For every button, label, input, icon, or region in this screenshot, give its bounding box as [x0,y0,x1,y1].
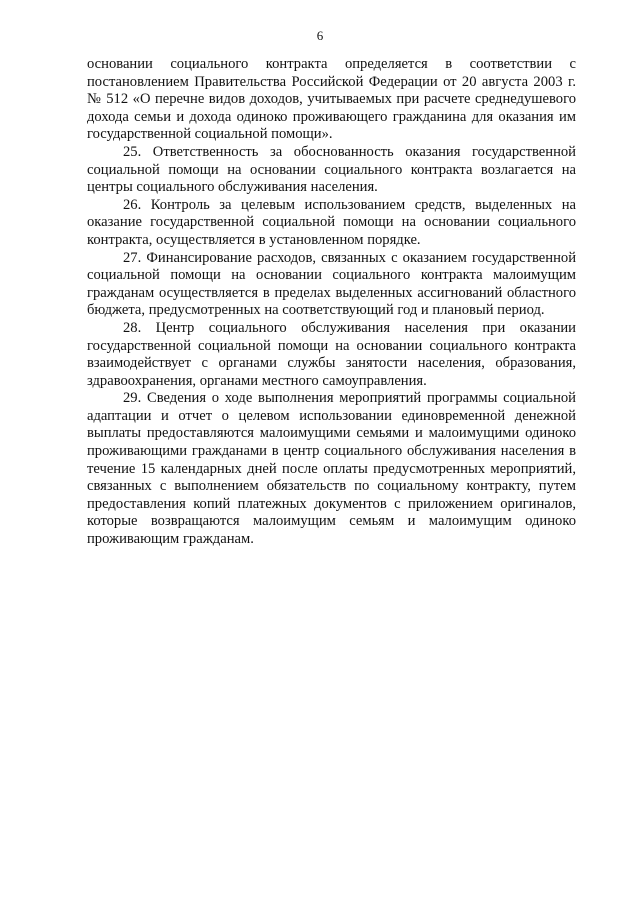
paragraph-item-25: 25. Ответственность за обоснованность оказания государственной социальной помощи на основании социального контракта возлагается на центры социального обслуживания населения. [87,143,576,196]
paragraph-continuation: основании социального контракта определяется в соответствии с постановлением Правительства Российской Федерации от 20 августа 2003 г. № 512 «О перечне видов доходов, учитываемых при расчете среднедушевого дохода семьи и дохода одиноко проживающего гражданина для оказания им государственной социальной помощи». [87,56,576,143]
paragraph-item-28: 28. Центр социального обслуживания населения при оказании государственной социальной помощи на основании социального контракта взаимодействует с органами службы занятости населения, образования, здравоохранения, органами местного самоуправления. [87,319,576,389]
document-body [87,56,576,549]
paragraph-item-26: 26. Контроль за целевым использованием средств, выделенных на оказание государственной социальной помощи на основании социального контракта, осуществляется в установленном порядке. [87,196,576,248]
paragraph-item-29: 29. Сведения о ходе выполнения мероприятий программы социальной адаптации и отчет о целевом использовании единовременной денежной выплаты предоставляются малоимущими семьями и малоимущими одиноко проживающими гражданами в центр социального обслуживания населения в течение 15 календарных дней после оплаты предусмотренных мероприятий, связанных с выполнением обязательств по социальному контракту, путем предоставления копий платежных документов с приложением оригиналов, которые возвращаются малоимущим семьям и малоимущим одиноко проживающим гражданам. [87,390,576,548]
paragraph-item-27: 27. Финансирование расходов, связанных с оказанием государственной социальной помощи на основании социального контракта малоимущим гражданам осуществляется в пределах выделенных ассигнований областного бюджета, предусмотренных на соответствующий год и плановый период. [87,249,576,319]
page-number: 6 [316,28,324,43]
